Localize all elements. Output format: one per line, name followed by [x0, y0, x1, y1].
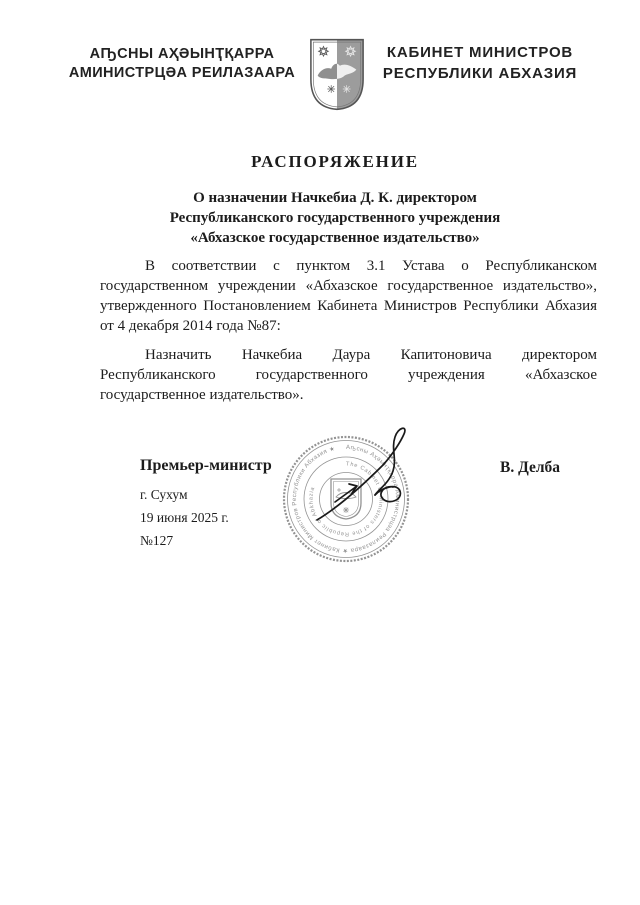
handwritten-signature [305, 420, 425, 535]
paragraph-line: Республиканского государственного учреждения «Абхазское [100, 367, 597, 383]
seal-outer-text: Аҧсны Аҳәынҭқарра Аминистрцәа Реилазаара ★ Кабинет Министров Республики Абхазия ★ [290, 443, 402, 555]
issue-date: 19 июня 2025 г. [140, 510, 229, 525]
paragraph-line: от 4 декабря 2014 года №87: [100, 318, 281, 334]
org-name-russian [380, 42, 580, 84]
paragraph-line: государственном учреждении «Абхазское государственное издательство», [100, 278, 597, 294]
document-type-title: РАСПОРЯЖЕНИЕ [251, 152, 419, 171]
signatory-post: Премьер-министр [140, 457, 272, 474]
subject-line: Республиканского государственного учреждения [169, 210, 501, 226]
paragraph-line: Назначить Начкебиа Даура Капитоновича директором [145, 347, 597, 363]
paragraph-line: утвержденного Постановлением Кабинета Министров Республики Абхазия [100, 298, 597, 314]
org-name-abkhazian-line2: АМИНИСТРЦӘА РЕИЛАЗААРА [68, 65, 296, 81]
body-paragraph-preamble [100, 256, 597, 336]
dateline [140, 487, 229, 556]
org-name-abkhazian [66, 45, 298, 83]
seal-inner-text: The Cabinet of Ministers of the Republic of Abkhazia [308, 461, 384, 537]
org-name-russian-line1: КАБИНЕТ МИНИСТРОВ [386, 44, 574, 61]
subject-line: «Абхазское государственное издательство» [190, 230, 480, 246]
subject-line: О назначении Начкебиа Д. К. директором [193, 190, 477, 206]
issue-place: г. Сухум [140, 487, 188, 502]
body-paragraph-resolution [100, 345, 597, 405]
org-name-abkhazian-line1: АҦСНЫ АҲӘЫНҬҚАРРА [89, 46, 275, 62]
document-number: №127 [140, 533, 174, 548]
document-subject [90, 188, 580, 248]
org-name-russian-line2: РЕСПУБЛИКИ АБХАЗИЯ [382, 65, 578, 82]
paragraph-line: государственное издательство». [100, 387, 304, 403]
signatory-name: В. Делба [500, 459, 561, 476]
paragraph-line: В соответствии с пунктом 3.1 Устава о Республиканском [145, 258, 597, 274]
coat-of-arms-icon [308, 36, 366, 113]
